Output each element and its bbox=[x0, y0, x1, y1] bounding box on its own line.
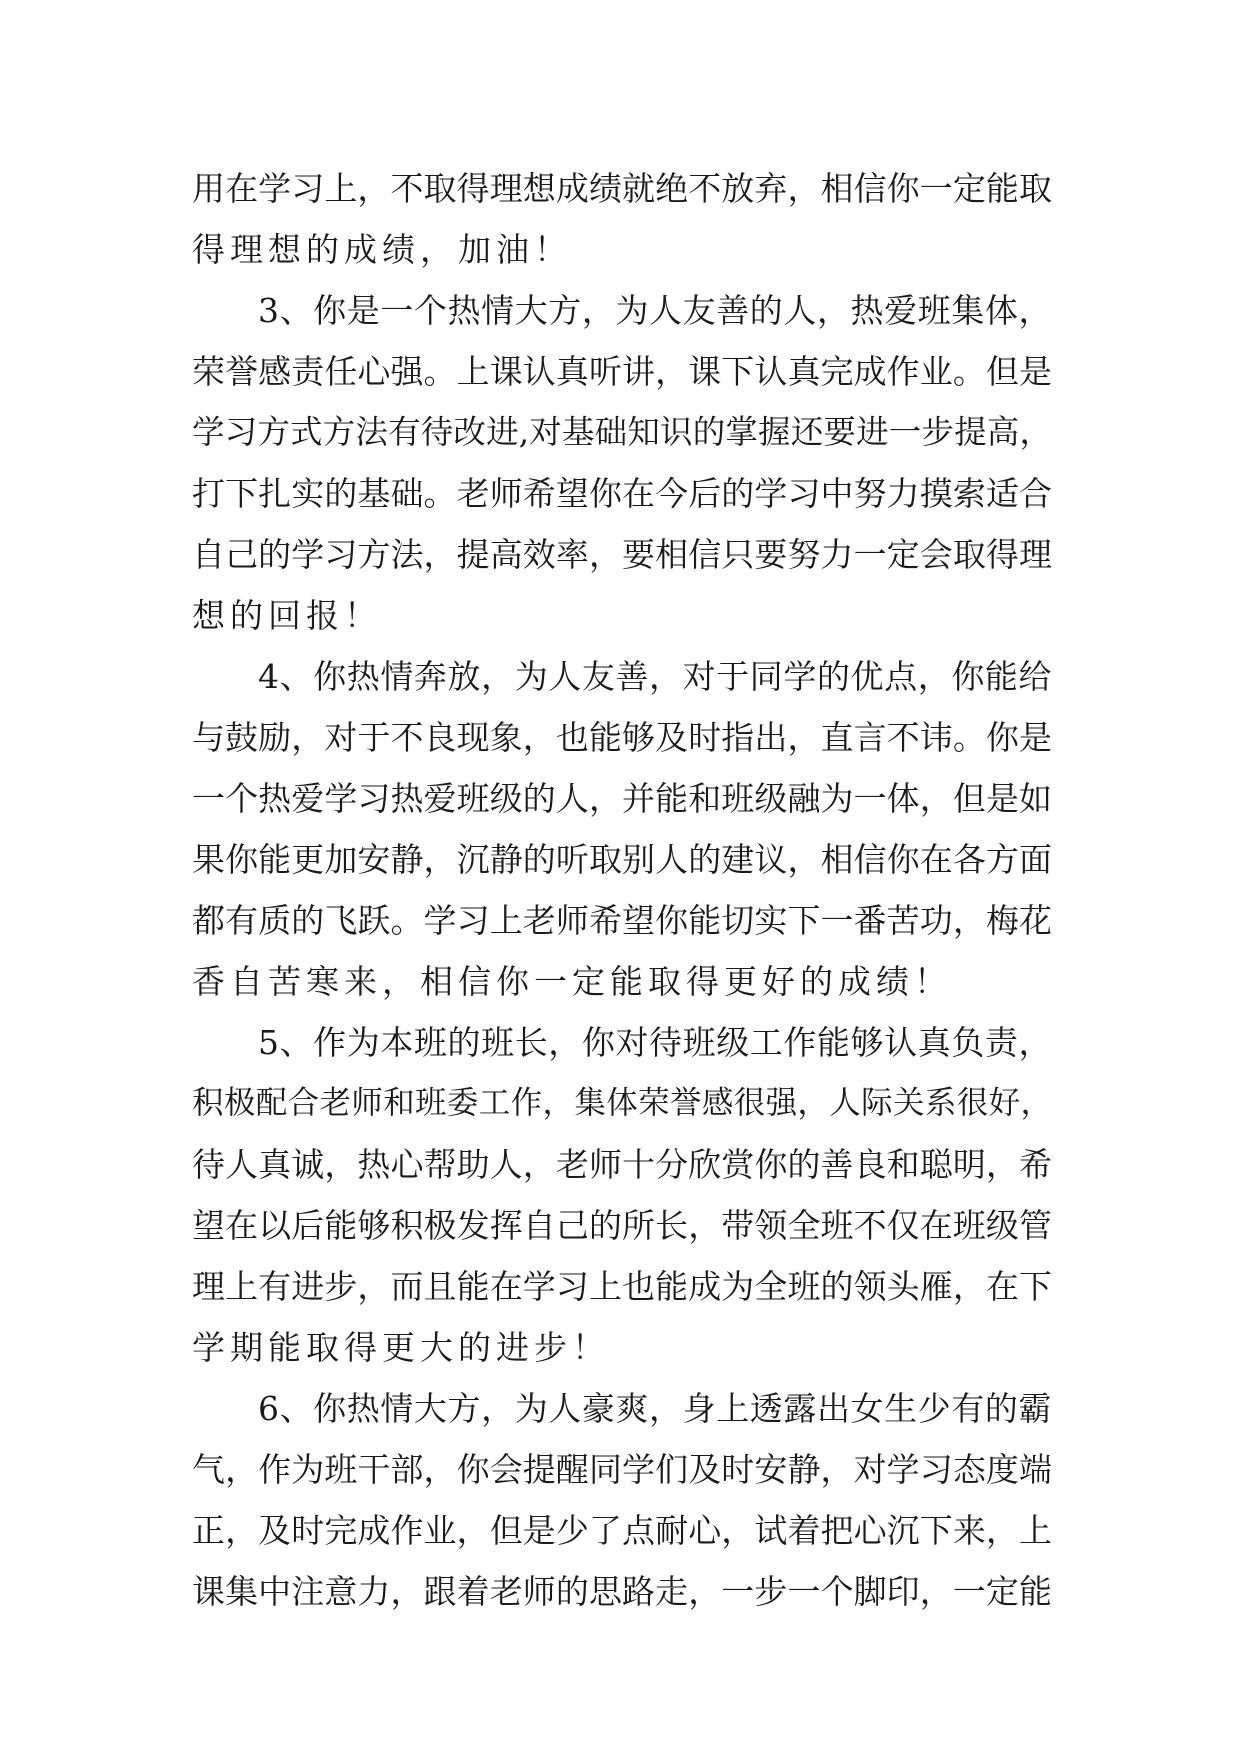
text-line: 5、作为本班的班长，你对待班级工作能够认真负责， bbox=[258, 1023, 1052, 1062]
text-line: 积极配合老师和班委工作，集体荣誉感很强，人际关系很好， bbox=[192, 1085, 1052, 1121]
text-line: 学习方式方法有待改进,对基础知识的掌握还要进一步提高， bbox=[192, 413, 1052, 451]
text-line: 得理想的成绩，加油！ bbox=[192, 230, 572, 269]
text-line: 课集中注意力，跟着老师的思路走，一步一个脚印，一定能 bbox=[192, 1572, 1052, 1611]
text-line: 气，作为班干部，你会提醒同学们及时安静，对学习态度端 bbox=[192, 1450, 1052, 1489]
text-line: 果你能更加安静，沉静的听取别人的建议，相信你在各方面 bbox=[192, 840, 1052, 879]
text-line: 一个热爱学习热爱班级的人，并能和班级融为一体，但是如 bbox=[192, 779, 1052, 818]
text-line: 自己的学习方法，提高效率，要相信只要努力一定会取得理 bbox=[192, 535, 1052, 574]
text-line: 打下扎实的基础。老师希望你在今后的学习中努力摸索适合 bbox=[192, 474, 1052, 513]
text-line: 用在学习上，不取得理想成绩就绝不放弃，相信你一定能取 bbox=[192, 169, 1052, 208]
text-line: 都有质的飞跃。学习上老师希望你能切实下一番苦功，梅花 bbox=[192, 901, 1052, 940]
text-line: 望在以后能够积极发挥自己的所长，带领全班不仅在班级管 bbox=[192, 1206, 1052, 1245]
text-line: 荣誉感责任心强。上课认真听讲，课下认真完成作业。但是 bbox=[192, 352, 1052, 391]
text-line: 理上有进步，而且能在学习上也能成为全班的领头雁，在下 bbox=[192, 1267, 1052, 1306]
text-line: 与鼓励，对于不良现象，也能够及时指出，直言不讳。你是 bbox=[192, 718, 1052, 757]
text-line: 6、你热情大方，为人豪爽，身上透露出女生少有的霸 bbox=[258, 1389, 1052, 1428]
text-line: 待人真诚，热心帮助人，老师十分欣赏你的善良和聪明，希 bbox=[192, 1145, 1052, 1184]
text-line: 3、你是一个热情大方，为人友善的人，热爱班集体， bbox=[258, 291, 1052, 330]
text-line: 香自苦寒来，相信你一定能取得更好的成绩！ bbox=[192, 962, 952, 1001]
text-line: 4、你热情奔放，为人友善，对于同学的优点，你能给 bbox=[258, 657, 1052, 696]
text-line: 学期能取得更大的进步！ bbox=[192, 1328, 610, 1367]
text-line: 正，及时完成作业，但是少了点耐心，试着把心沉下来，上 bbox=[192, 1511, 1052, 1550]
document-body bbox=[192, 158, 1052, 1622]
text-line: 想的回报！ bbox=[192, 596, 382, 635]
